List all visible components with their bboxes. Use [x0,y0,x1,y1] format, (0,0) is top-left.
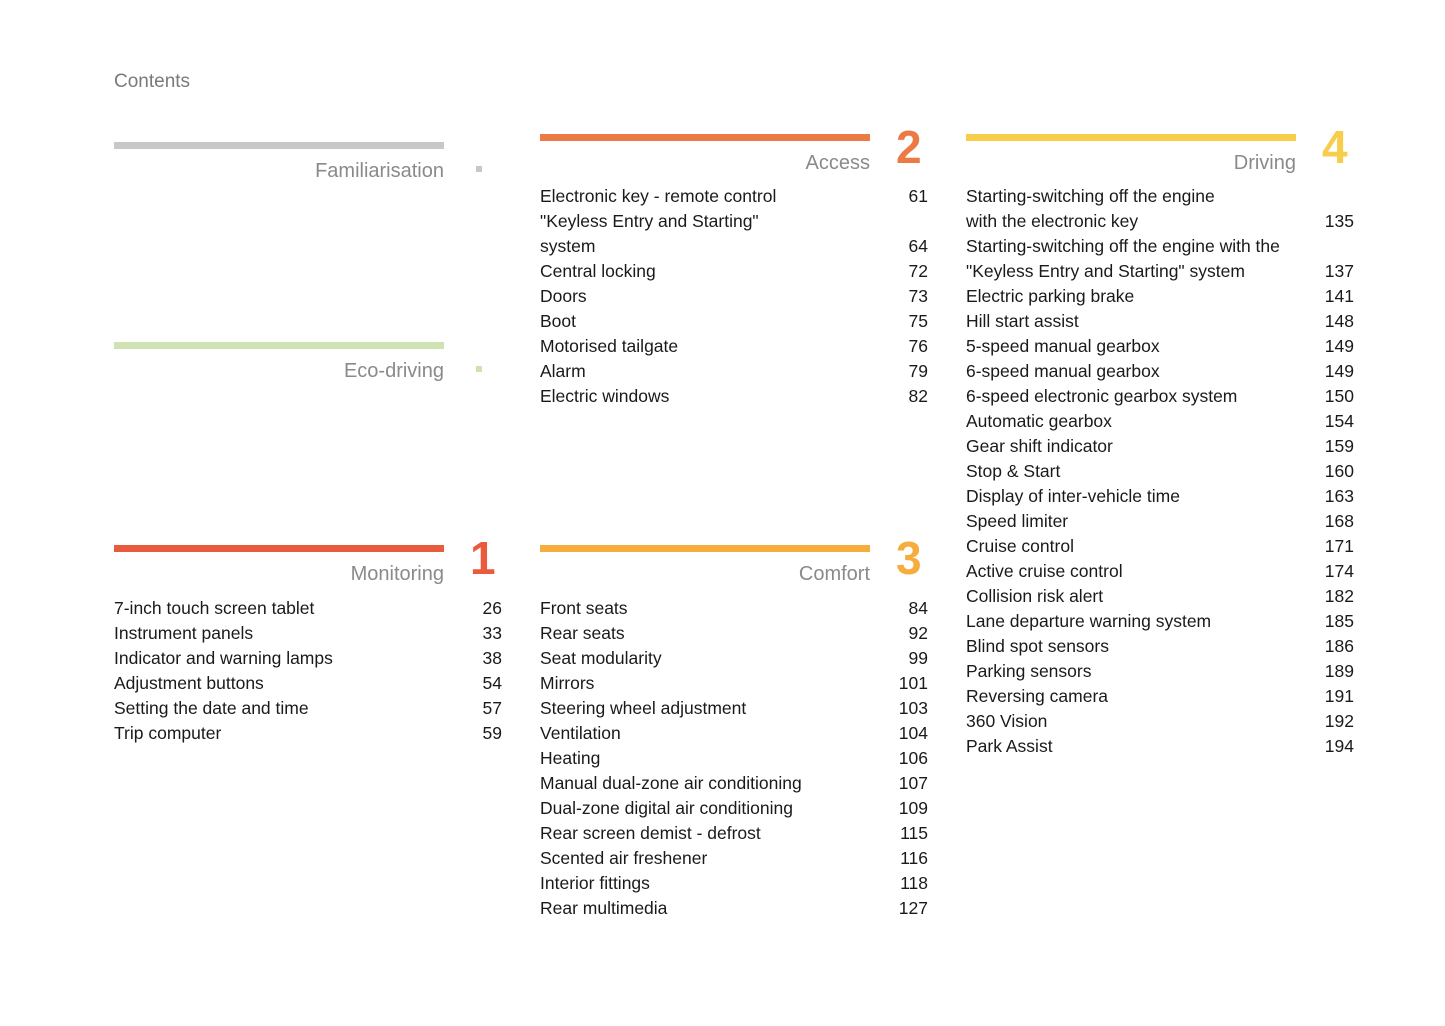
toc-entry-page: 182 [1324,586,1354,606]
toc-entry-label [540,284,928,309]
toc-entry-label [966,434,1354,459]
toc-entry-label [540,621,928,646]
toc-entry-label-line: Display of inter-vehicle time [966,486,1180,506]
section-bar [966,134,1296,141]
toc-entry[interactable] [114,621,502,646]
section-title[interactable]: Monitoring [350,563,444,585]
toc-entry-page: 109 [898,798,928,818]
toc-entry-page: 154 [1324,411,1354,431]
toc-entry-label-line: Speed limiter [966,511,1069,531]
toc-entry-page: 76 [908,336,928,356]
toc-entry-page: 104 [898,723,928,743]
toc-entry-label-line: Interior fittings [540,873,650,893]
toc-entry[interactable] [966,384,1354,409]
section-bar [540,545,870,552]
toc-entry-label-line: Scented air freshener [540,848,708,868]
toc-entry[interactable] [966,359,1354,384]
toc-entry-page: 82 [908,386,928,406]
toc-entry-page: 116 [900,848,928,868]
toc-entry[interactable] [966,709,1354,734]
toc-entry-page: 141 [1324,286,1354,306]
toc-entry-label-line: 7-inch touch screen tablet [114,598,315,618]
entry-list [114,596,502,746]
toc-entry[interactable] [540,359,928,384]
toc-entry-label-line: Rear screen demist - defrost [540,823,761,843]
toc-entry[interactable] [540,384,928,409]
toc-entry-page: 159 [1324,436,1354,456]
toc-entry-label [966,584,1354,609]
toc-entry[interactable] [966,309,1354,334]
toc-entry-label [540,259,928,284]
toc-entry[interactable] [966,559,1354,584]
toc-entry-page: 118 [900,873,928,893]
toc-entry[interactable] [540,184,928,209]
toc-entry-label [540,596,928,621]
toc-entry[interactable] [540,896,928,921]
toc-entry[interactable] [966,334,1354,359]
toc-entry-label-line: Front seats [540,598,628,618]
section-title[interactable]: Eco-driving [343,360,444,382]
toc-entry-page: 149 [1324,336,1354,356]
toc-entry-label [114,696,502,721]
toc-entry[interactable] [114,596,502,621]
toc-entry-label-line: with the electronic key [966,211,1139,231]
toc-entry[interactable] [540,746,928,771]
toc-entry-page: 75 [908,311,928,331]
toc-entry-label [540,384,928,409]
toc-entry-label [966,709,1354,734]
toc-entry-label [966,559,1354,584]
toc-entry[interactable] [966,509,1354,534]
toc-entry[interactable] [540,671,928,696]
toc-entry-label [540,796,928,821]
toc-entry-label-line: Hill start assist [966,311,1079,331]
toc-entry-label [966,684,1354,709]
toc-entry-page: 106 [898,748,928,768]
section-marker-icon [476,166,482,172]
toc-entry[interactable] [966,584,1354,609]
toc-entry-label-line: Instrument panels [114,623,254,643]
toc-entry-label-line: 360 Vision [966,711,1048,731]
toc-entry-page: 73 [908,286,928,306]
toc-entry[interactable] [540,259,928,284]
toc-entry-label-line: "Keyless Entry and Starting" [540,211,759,231]
toc-entry-page: 189 [1324,661,1354,681]
toc-entry-page: 33 [482,623,502,643]
toc-entry-page: 72 [908,261,928,281]
toc-entry[interactable] [540,209,928,259]
toc-entry-label [114,646,502,671]
toc-entry-page: 84 [908,598,928,618]
toc-entry-label-line: Trip computer [114,723,222,743]
toc-entry-label-line: Collision risk alert [966,586,1104,606]
toc-entry-page: 38 [482,648,502,668]
entry-list [540,184,928,409]
toc-entry[interactable] [966,434,1354,459]
toc-entry-label [540,771,928,796]
toc-entry-page: 92 [908,623,928,643]
toc-entry-label-line: Ventilation [540,723,621,743]
toc-entry[interactable] [540,846,928,871]
toc-entry-label [966,634,1354,659]
section-title[interactable]: Familiarisation [315,160,444,182]
toc-entry-label-line: Blind spot sensors [966,636,1109,656]
section-bar [114,545,444,552]
toc-entry-label-line: Electronic key - remote control [540,186,777,206]
toc-entry-label [966,234,1354,284]
toc-entry-label [540,209,928,259]
entry-list [966,184,1354,759]
toc-entry-label-line: Automatic gearbox [966,411,1112,431]
toc-entry-page: 59 [482,723,502,743]
toc-entry-page: 137 [1324,261,1354,281]
section-title[interactable]: Driving [1233,152,1296,174]
toc-entry-label [540,871,928,896]
toc-entry-label [540,896,928,921]
toc-entry-page: 103 [898,698,928,718]
toc-entry[interactable] [966,634,1354,659]
toc-entry-label [540,671,928,696]
toc-entry-label-line: Electric parking brake [966,286,1135,306]
toc-entry-page: 194 [1324,736,1354,756]
toc-entry-label-line: Adjustment buttons [114,673,264,693]
toc-entry-page: 192 [1324,711,1354,731]
toc-entry-label [966,734,1354,759]
toc-entry[interactable] [966,459,1354,484]
toc-entry-label [966,509,1354,534]
toc-entry-label [966,284,1354,309]
toc-entry-page: 148 [1324,311,1354,331]
toc-entry[interactable] [114,671,502,696]
toc-entry-label [966,484,1354,509]
toc-entry-label [114,721,502,746]
section-access[interactable] [540,121,928,406]
toc-entry-page: 186 [1324,636,1354,656]
toc-entry-label [966,384,1354,409]
toc-entry[interactable] [966,684,1354,709]
toc-entry[interactable] [540,871,928,896]
toc-entry[interactable] [540,771,928,796]
section-number: 2 [896,121,922,173]
toc-entry[interactable] [966,659,1354,684]
toc-entry-label-line: Mirrors [540,673,595,693]
toc-entry-label-line: Central locking [540,261,656,281]
toc-entry-label [114,671,502,696]
toc-entry[interactable] [966,734,1354,759]
toc-entry[interactable] [966,284,1354,309]
toc-entry-label-line: Motorised tailgate [540,336,679,356]
toc-entry[interactable] [540,334,928,359]
toc-entry-page: 191 [1324,686,1354,706]
toc-entry-label-line: Active cruise control [966,561,1123,581]
toc-entry-page: 135 [1324,211,1354,231]
toc-entry-label-line: 6-speed manual gearbox [966,361,1160,381]
toc-entry-label [540,359,928,384]
toc-entry[interactable] [540,696,928,721]
toc-entry-label-line: Parking sensors [966,661,1092,681]
toc-entry-label [540,646,928,671]
section-title[interactable]: Comfort [798,563,870,585]
toc-entry-label [540,721,928,746]
section-eco-driving[interactable] [114,342,444,384]
toc-entry-label [540,184,928,209]
toc-entry-label [966,459,1354,484]
toc-entry-label [966,534,1354,559]
toc-entry-page: 101 [898,673,928,693]
section-bar [540,134,870,141]
toc-entry-page: 127 [898,898,928,918]
toc-entry[interactable] [540,621,928,646]
toc-entry-page: 150 [1324,386,1354,406]
toc-entry-label-line: system [540,236,596,256]
toc-entry-label-line: Starting-switching off the engine with the [966,236,1280,256]
section-number: 3 [896,532,922,584]
toc-entry[interactable] [966,484,1354,509]
toc-entry-page: 185 [1324,611,1354,631]
toc-entry-label [966,359,1354,384]
toc-entry[interactable] [966,534,1354,559]
toc-entry[interactable] [540,646,928,671]
toc-entry-label-line: Cruise control [966,536,1074,556]
toc-entry-label-line: Stop & Start [966,461,1061,481]
toc-entry-label [966,409,1354,434]
toc-entry-page: 160 [1324,461,1354,481]
toc-entry-label-line: Seat modularity [540,648,662,668]
toc-entry-page: 57 [482,698,502,718]
toc-entry-label [966,309,1354,334]
toc-entry-label [540,746,928,771]
toc-entry-label-line: Park Assist [966,736,1053,756]
toc-entry-label-line: Gear shift indicator [966,436,1113,456]
toc-entry-label-line: Boot [540,311,576,331]
toc-entry-label-line: Rear seats [540,623,625,643]
toc-entry-label [540,821,928,846]
toc-entry-label-line: 5-speed manual gearbox [966,336,1160,356]
toc-entry-page: 26 [482,598,502,618]
toc-entry-label [966,659,1354,684]
toc-entry-label-line: Manual dual-zone air conditioning [540,773,802,793]
toc-entry-page: 79 [908,361,928,381]
toc-entry[interactable] [540,309,928,334]
toc-entry-label [540,334,928,359]
toc-entry-page: 168 [1324,511,1354,531]
section-comfort[interactable] [540,532,928,918]
section-bar [114,342,444,349]
toc-entry-page: 99 [908,648,928,668]
toc-entry-label-line: Lane departure warning system [966,611,1212,631]
toc-entry-label [114,596,502,621]
toc-entry[interactable] [114,646,502,671]
toc-entry[interactable] [966,609,1354,634]
section-number: 1 [470,532,496,584]
section-monitoring[interactable] [114,532,502,743]
toc-entry[interactable] [966,184,1354,234]
section-bar [114,142,444,149]
toc-entry[interactable] [966,409,1354,434]
toc-entry-label-line: Electric windows [540,386,670,406]
toc-entry-page: 149 [1324,361,1354,381]
toc-entry-label [966,334,1354,359]
toc-entry[interactable] [540,596,928,621]
toc-entry-page: 61 [908,186,928,206]
toc-entry-page: 163 [1324,486,1354,506]
toc-entry-page: 171 [1324,536,1354,556]
toc-entry-label-line: "Keyless Entry and Starting" system [966,261,1245,281]
toc-entry[interactable] [114,696,502,721]
toc-entry[interactable] [540,284,928,309]
section-familiarisation[interactable] [114,142,444,184]
toc-entry-label [540,846,928,871]
toc-entry-label-line: Heating [540,748,601,768]
toc-entry-label-line: Reversing camera [966,686,1108,706]
entry-list [540,596,928,921]
toc-entry-label-line: 6-speed electronic gearbox system [966,386,1238,406]
toc-entry-label-line: Alarm [540,361,586,381]
toc-entry-label-line: Setting the date and time [114,698,309,718]
toc-entry-label [966,184,1354,234]
toc-entry[interactable] [966,234,1354,284]
toc-entry-label [540,309,928,334]
toc-entry-page: 64 [908,236,928,256]
section-number: 4 [1322,121,1348,173]
section-marker-icon [476,366,482,372]
toc-entry-label [966,609,1354,634]
toc-entry-label-line: Dual-zone digital air conditioning [540,798,793,818]
toc-entry-label [540,696,928,721]
toc-entry-label-line: Starting-switching off the engine [966,186,1215,206]
toc-entry[interactable] [540,821,928,846]
toc-entry[interactable] [540,721,928,746]
page-title: Contents [114,71,191,92]
toc-entry[interactable] [540,796,928,821]
toc-entry-page: 54 [482,673,502,693]
toc-entry-label-line: Rear multimedia [540,898,668,918]
section-title[interactable]: Access [805,152,870,174]
toc-entry-page: 174 [1324,561,1354,581]
toc-entry-label-line: Doors [540,286,587,306]
toc-entry-page: 107 [898,773,928,793]
toc-entry-label-line: Indicator and warning lamps [114,648,333,668]
toc-entry-page: 115 [900,823,928,843]
section-driving[interactable] [966,121,1354,756]
toc-entry-label [114,621,502,646]
toc-entry[interactable] [114,721,502,746]
toc-entry-label-line: Steering wheel adjustment [540,698,747,718]
